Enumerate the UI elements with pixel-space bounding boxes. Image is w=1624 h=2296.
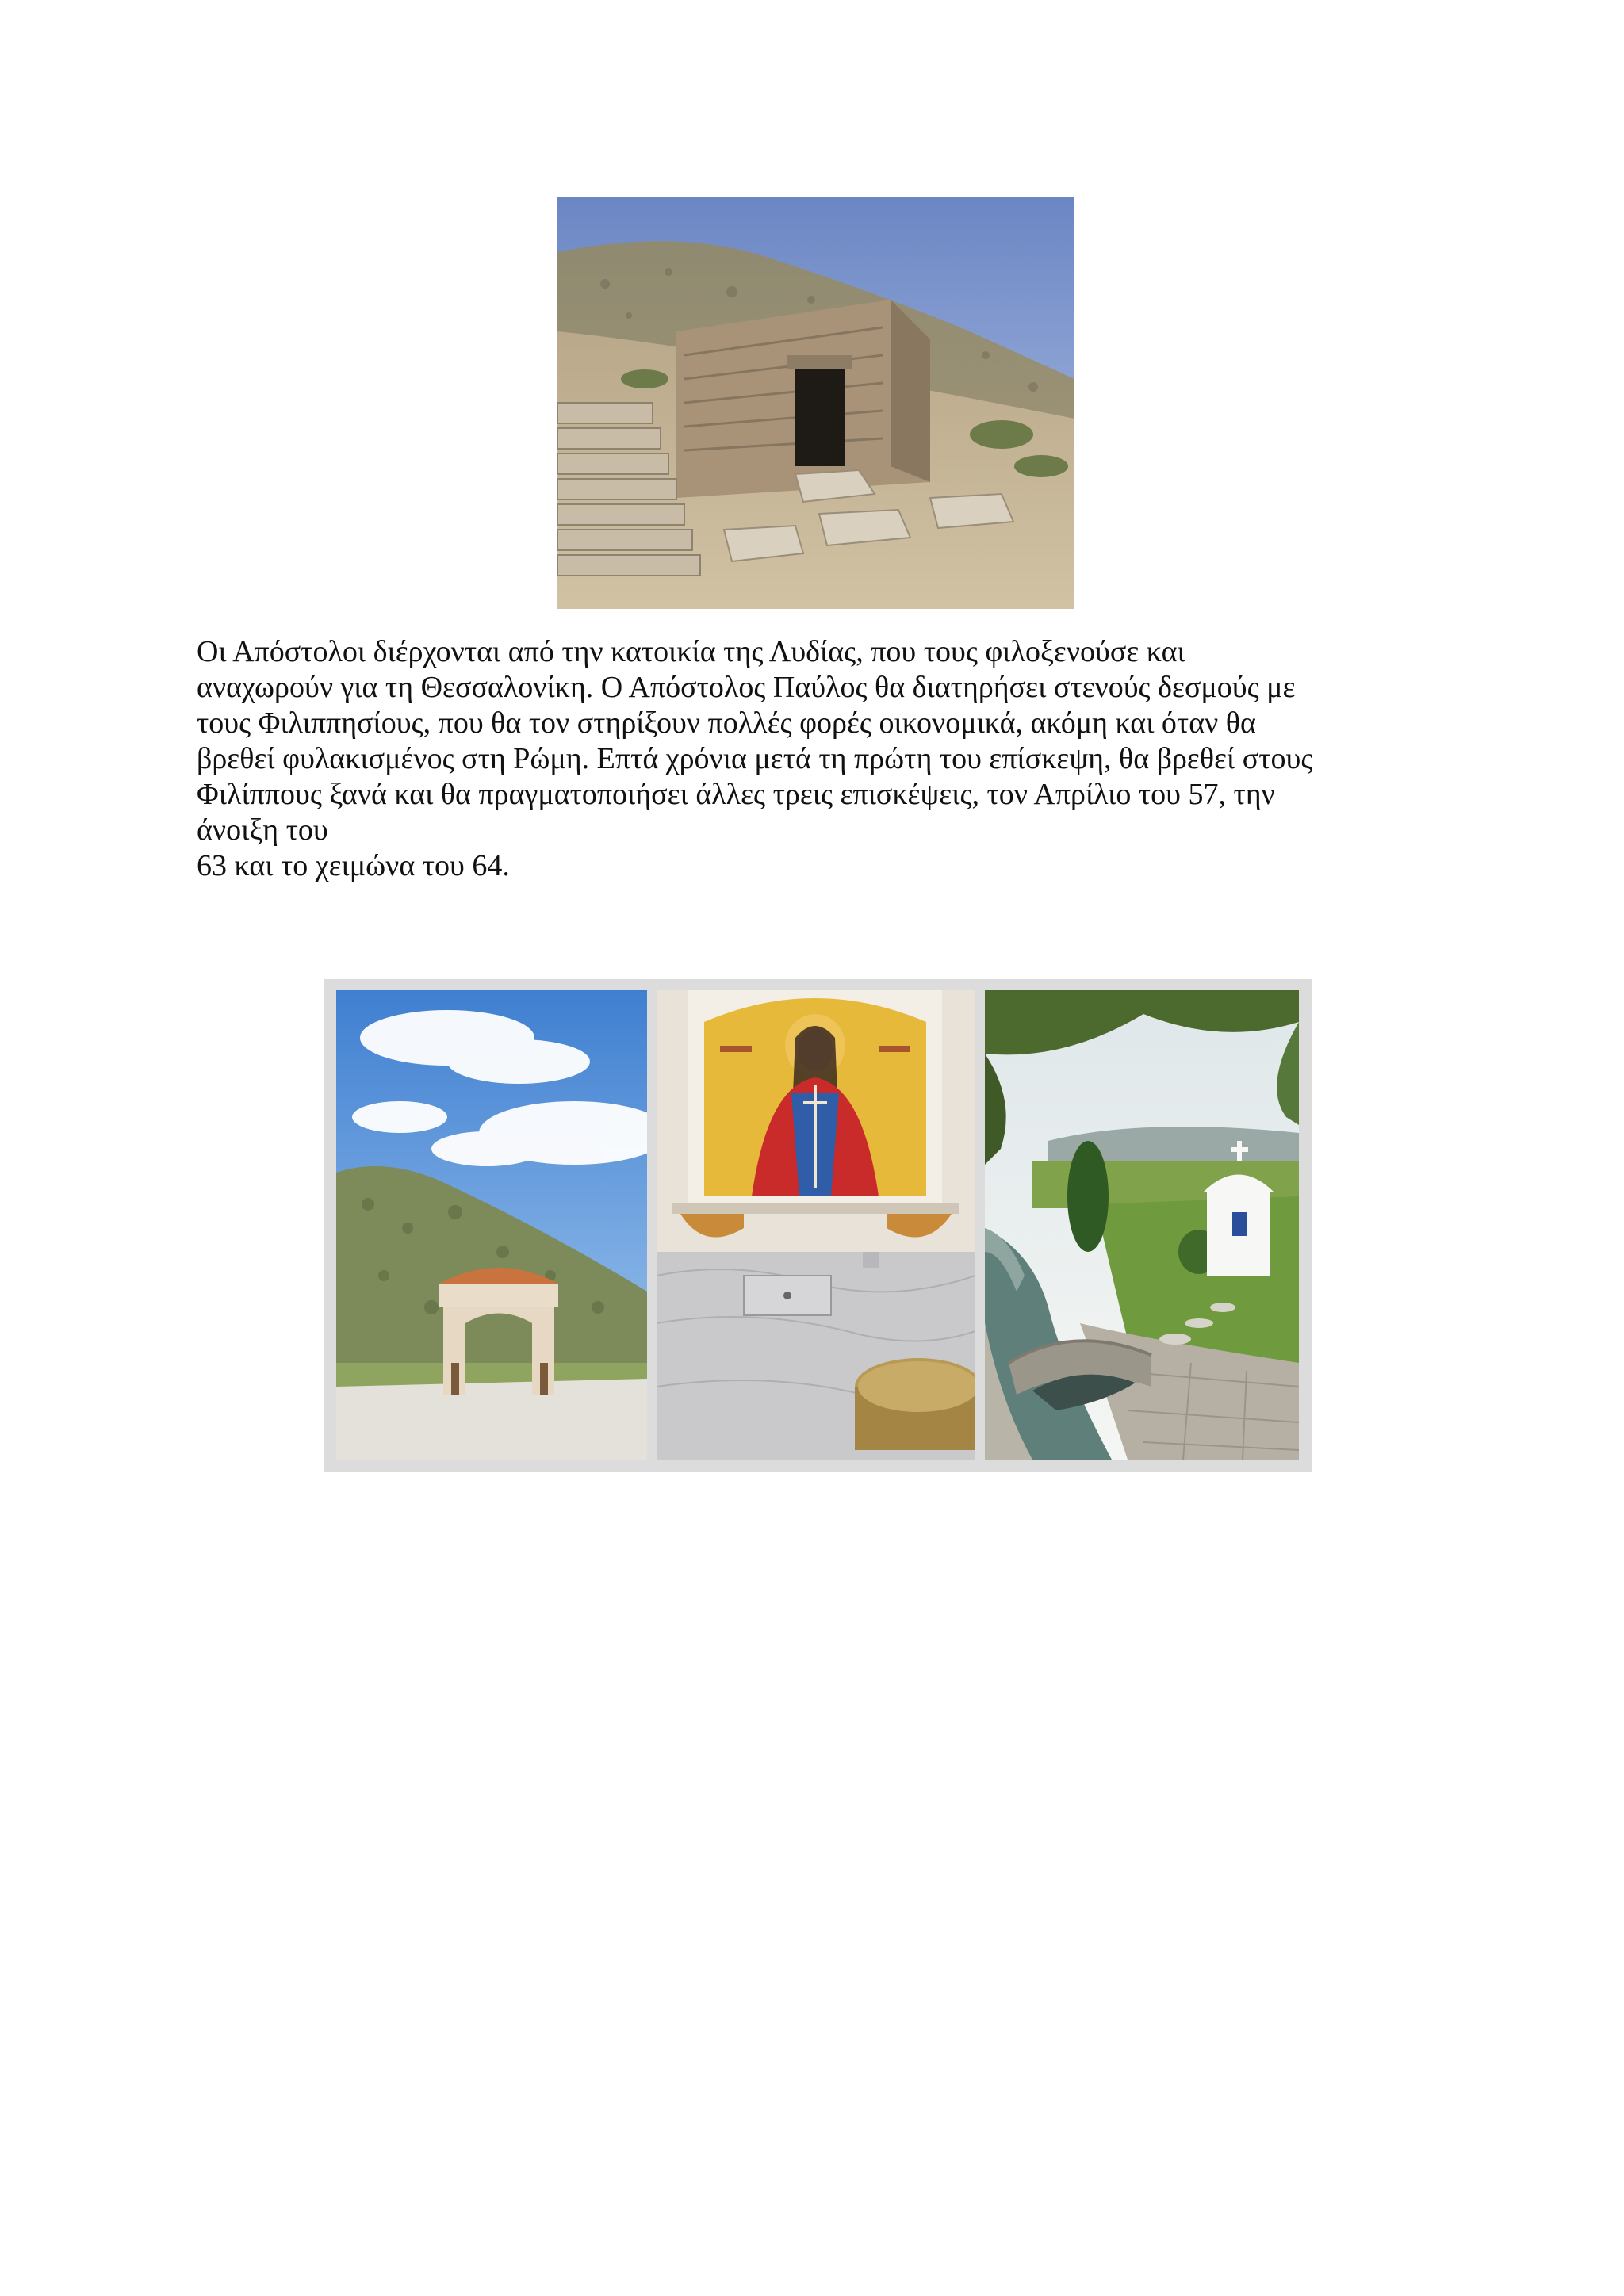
paragraph-line: Οι Απόστολοι διέρχονται από την κατοικία της Λυδίας, που τους φιλοξενούσε και [197,635,1185,668]
paragraph-line: άνοιξη του [197,813,328,847]
body-paragraph [197,634,1434,884]
paragraph-line: 63 και το χειμώνα του 64. [197,849,510,882]
saint-icon-photo [657,990,975,1460]
gate-photo [336,990,647,1460]
paragraph-line: αναχωρούν για τη Θεσσαλονίκη. Ο Απόστολος Παύλος θα διατηρήσει στενούς δεσμούς με [197,671,1296,704]
paragraph-line: βρεθεί φυλακισμένος στη Ρώμη. Επτά χρόνια μετά τη πρώτη του επίσκεψη, θα βρεθεί στους [197,742,1313,775]
paragraph-line: τους Φιλιππησίους, που θα τον στηρίξουν πολλές φορές οικονομικά, ακόμη και όταν θα [197,706,1256,740]
paragraph-line: Φιλίππους ξανά και θα πραγματοποιήσει άλλες τρεις επισκέψεις, τον Απρίλιο του 57, την [197,778,1275,811]
ancient-prison-photo [557,197,1074,609]
baptistery-collage [324,979,1312,1472]
stream-bridge-photo [985,990,1299,1460]
